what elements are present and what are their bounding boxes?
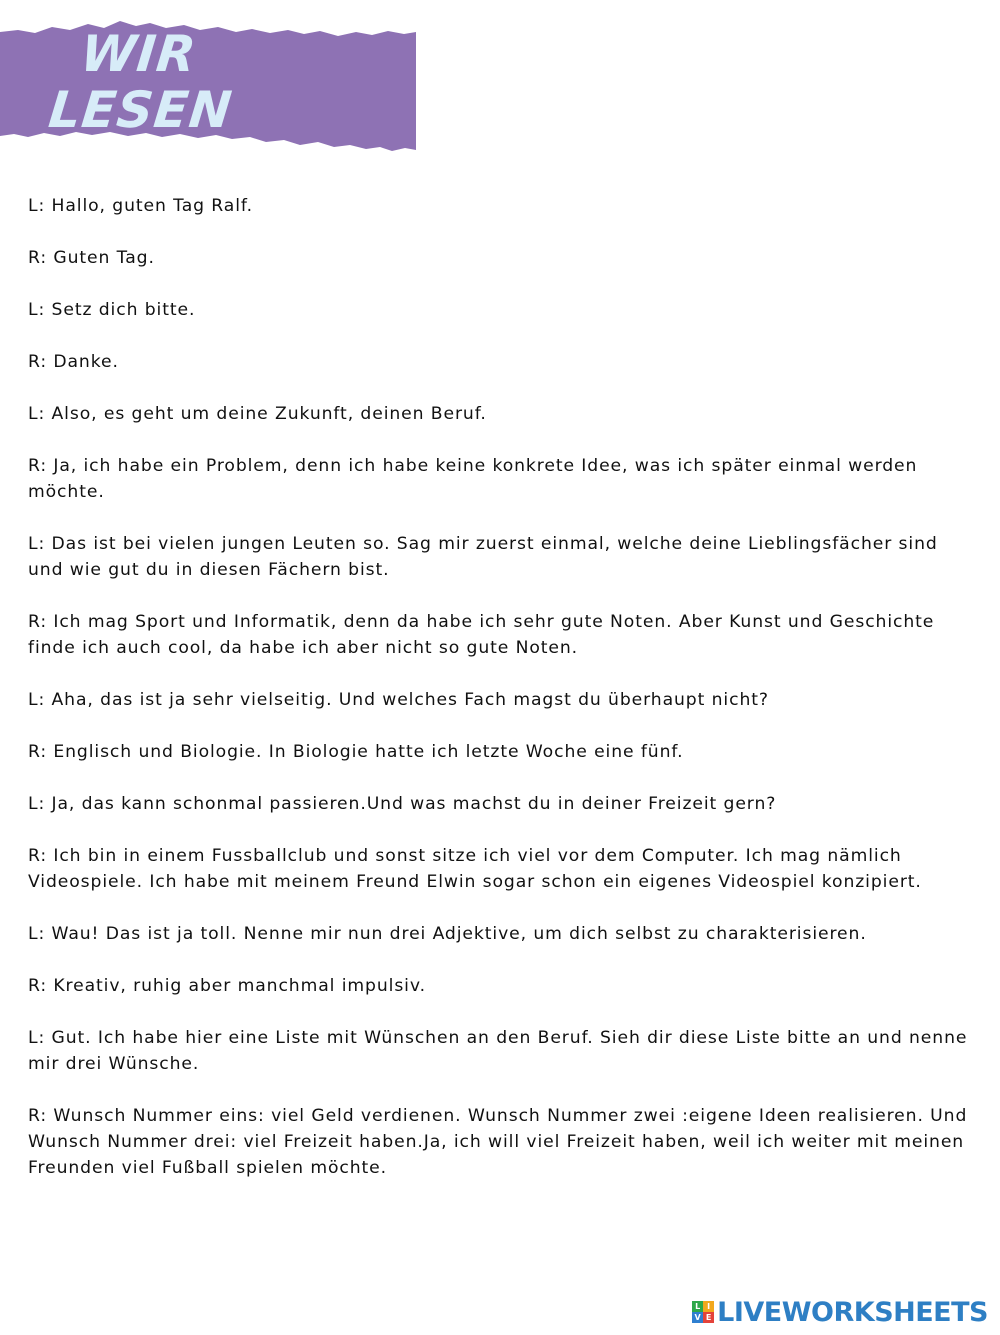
dialog-line: L: Hallo, guten Tag Ralf. (28, 196, 253, 216)
dialog-line: R: Wunsch Nummer eins: viel Geld verdienen. Wunsch Nummer zwei :eigene Ideen realisieren. Und Wunsch Nummer drei: viel Freizeit haben.Ja, ich will viel Freizeit haben, weil ich weiter mit meinen Freunden viel Fußball spielen möchte. (28, 1106, 968, 1178)
dialog-line: R: Ich bin in einem Fussballclub und sonst sitze ich viel vor dem Computer. Ich mag nämlich Videospiele. Ich habe mit meinem Freund Elwin sogar schon ein eigenes Videospiel konzipiert. (28, 846, 922, 892)
dialog-line: R: Englisch und Biologie. In Biologie hatte ich letzte Woche eine fünf. (28, 742, 684, 762)
dialog-line: L: Das ist bei vielen jungen Leuten so. Sag mir zuerst einmal, welche deine Lieblingsfächer sind und wie gut du in diesen Fächern bist. (28, 534, 938, 580)
logo-mark-icon (692, 1301, 714, 1323)
page-title (46, 26, 241, 138)
dialog-line: R: Ja, ich habe ein Problem, denn ich habe keine konkrete Idee, was ich später einmal werden möchte. (28, 456, 918, 502)
dialog-line: L: Ja, das kann schonmal passieren.Und was machst du in deiner Freizeit gern? (28, 794, 777, 814)
dialog-line: L: Gut. Ich habe hier eine Liste mit Wünschen an den Beruf. Sieh dir diese Liste bitte an und nenne mir drei Wünsche. (28, 1028, 968, 1074)
dialog-text (28, 193, 978, 1207)
title-line-lesen: LESEN (46, 81, 236, 139)
logo-mark-letter: I (703, 1301, 714, 1312)
dialog-line: R: Kreativ, ruhig aber manchmal impulsiv. (28, 976, 426, 996)
dialog-line: L: Aha, das ist ja sehr vielseitig. Und welches Fach magst du überhaupt nicht? (28, 690, 769, 710)
logo-mark-letter: L (692, 1301, 703, 1312)
dialog-line: R: Guten Tag. (28, 248, 155, 268)
dialog-line: R: Danke. (28, 352, 119, 372)
logo-mark-letter: E (703, 1312, 714, 1323)
title-line-wir: WIR (77, 25, 200, 83)
liveworksheets-logo[interactable] (692, 1297, 988, 1327)
logo-mark-letter: V (692, 1312, 703, 1323)
logo-text: LIVEWORKSHEETS (717, 1296, 988, 1328)
dialog-line: L: Wau! Das ist ja toll. Nenne mir nun drei Adjektive, um dich selbst zu charakterisieren. (28, 924, 867, 944)
dialog-line: L: Setz dich bitte. (28, 300, 196, 320)
dialog-line: R: Ich mag Sport und Informatik, denn da habe ich sehr gute Noten. Aber Kunst und Geschichte finde ich auch cool, da habe ich aber nicht so gute Noten. (28, 612, 935, 658)
title-banner (0, 18, 416, 153)
dialog-line: L: Also, es geht um deine Zukunft, deinen Beruf. (28, 404, 487, 424)
